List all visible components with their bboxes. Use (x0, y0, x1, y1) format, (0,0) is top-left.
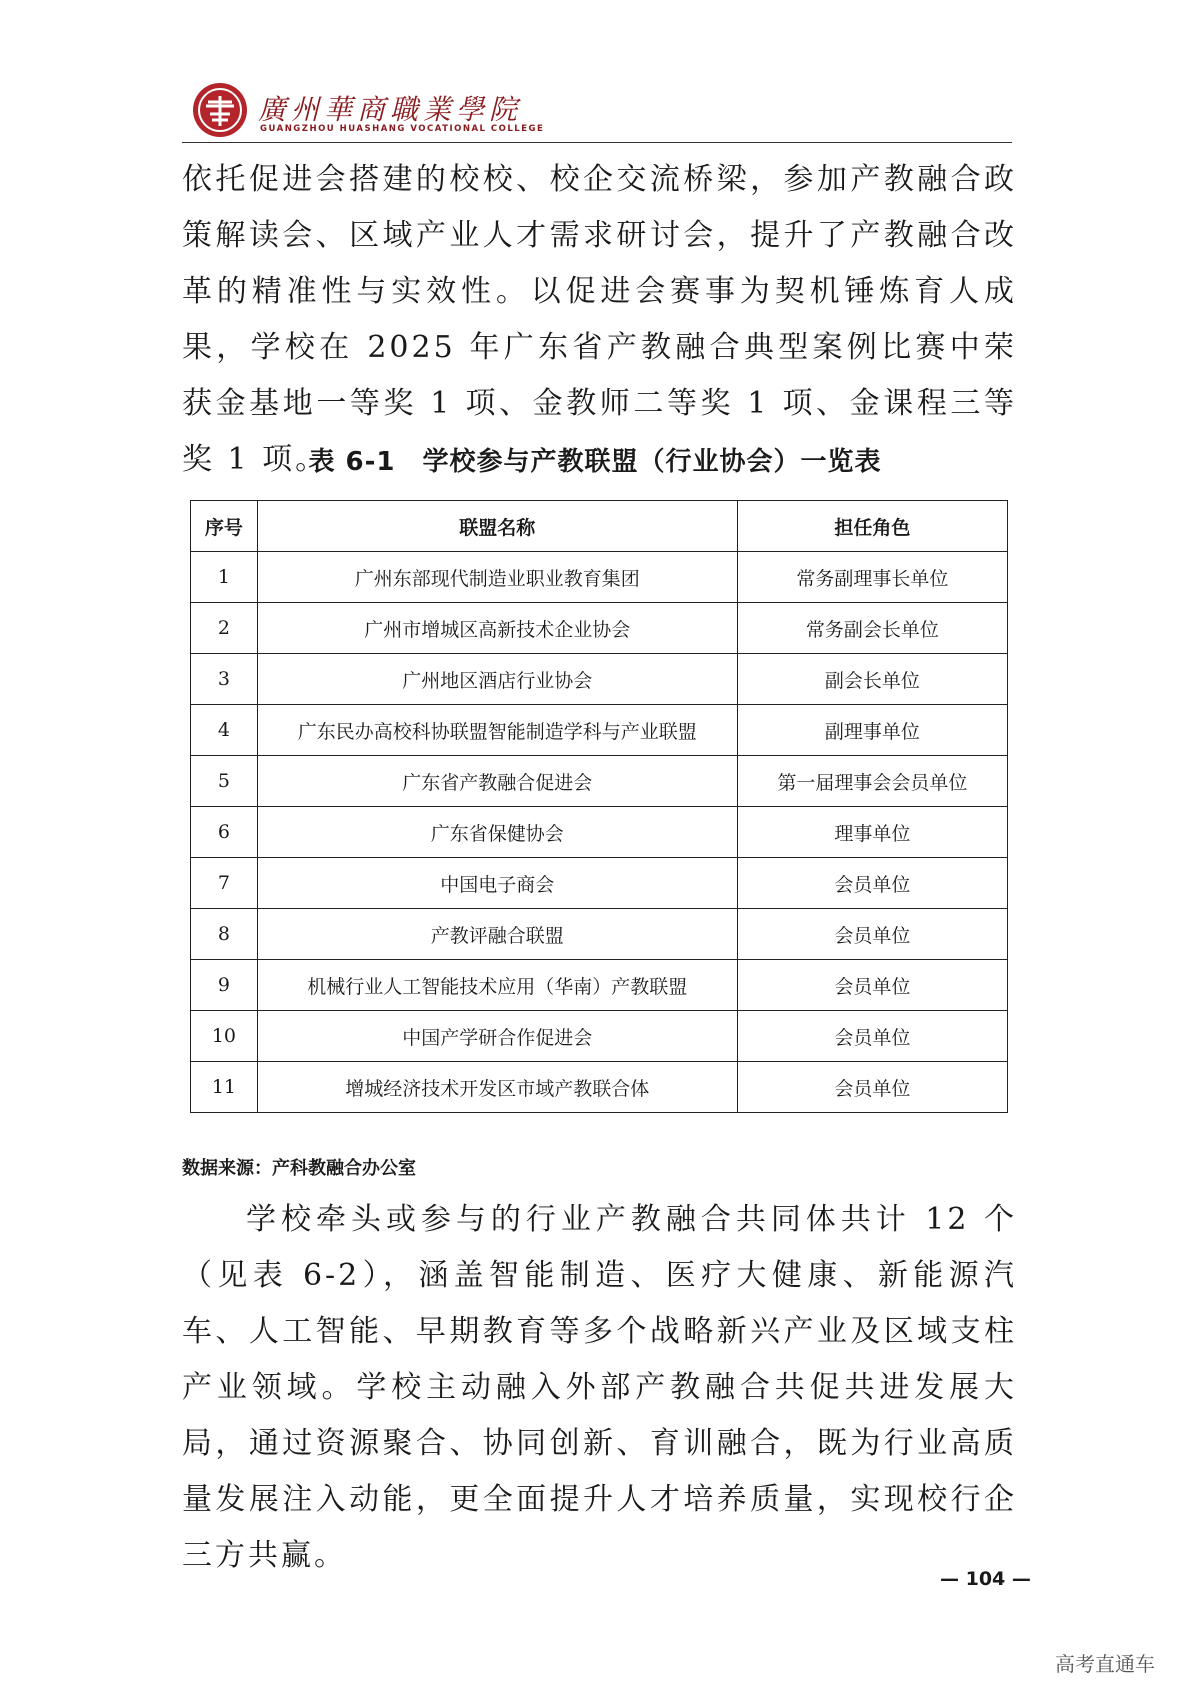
row-alliance-name: 机械行业人工智能技术应用（华南）产教联盟 (257, 960, 737, 1011)
row-serial: 5 (191, 756, 258, 807)
row-alliance-name: 广州地区酒店行业协会 (257, 654, 737, 705)
table-row (191, 1062, 1008, 1113)
row-alliance-name: 中国电子商会 (257, 858, 737, 909)
row-alliance-name: 增城经济技术开发区市域产教联合体 (257, 1062, 737, 1113)
row-role: 会员单位 (737, 960, 1007, 1011)
row-role: 常务副会长单位 (737, 603, 1007, 654)
row-serial: 1 (191, 552, 258, 603)
table-row (191, 909, 1008, 960)
row-role: 会员单位 (737, 858, 1007, 909)
row-role: 副理事单位 (737, 705, 1007, 756)
row-alliance-name: 广东省保健协会 (257, 807, 737, 858)
watermark-text: 高考直通车 (1055, 1652, 1155, 1676)
row-serial: 7 (191, 858, 258, 909)
table-row (191, 705, 1008, 756)
table-row (191, 552, 1008, 603)
alliance-table (190, 500, 1008, 1113)
table-row (191, 603, 1008, 654)
college-name-cn: 廣州華商職業學院 (258, 93, 523, 126)
table-caption: 表 6-1 学校参与产教联盟（行业协会）一览表 (308, 447, 882, 477)
table-row (191, 756, 1008, 807)
row-alliance-name: 广州东部现代制造业职业教育集团 (257, 552, 737, 603)
row-serial: 4 (191, 705, 258, 756)
page-header (182, 78, 1012, 142)
table-row (191, 960, 1008, 1011)
table-row (191, 1011, 1008, 1062)
row-role: 理事单位 (737, 807, 1007, 858)
row-role: 会员单位 (737, 1062, 1007, 1113)
row-alliance-name: 广东省产教融合促进会 (257, 756, 737, 807)
header-divider (182, 142, 1012, 143)
college-name-en: GUANGZHOU HUASHANG VOCATIONAL COLLEGE (260, 124, 545, 134)
row-alliance-name: 广州市增城区高新技术企业协会 (257, 603, 737, 654)
row-role: 第一届理事会会员单位 (737, 756, 1007, 807)
row-serial: 11 (191, 1062, 258, 1113)
row-role: 副会长单位 (737, 654, 1007, 705)
row-serial: 3 (191, 654, 258, 705)
header-role: 担任角色 (737, 501, 1007, 552)
table-row (191, 654, 1008, 705)
table-row (191, 858, 1008, 909)
data-source-note: 数据来源：产科教融合办公室 (182, 1158, 416, 1179)
row-serial: 6 (191, 807, 258, 858)
header-alliance-name: 联盟名称 (257, 501, 737, 552)
header-serial: 序号 (191, 501, 258, 552)
row-serial: 2 (191, 603, 258, 654)
body-paragraph-2: 学校牵头或参与的行业产教融合共同体共计 12 个（见表 6-2），涵盖智能制造、医疗大健康、新能源汽车、人工智能、早期教育等多个战略新兴产业及区域支柱产业领域。学校主动融入外部产教融合共促共进发展大局，通过资源聚合、协同创新、育训融合，既为行业高质量发展注入动能，更全面提升人才培养质量，实现校行企三方共赢。 (182, 1202, 1017, 1573)
row-role: 会员单位 (737, 909, 1007, 960)
body-paragraph-1: 依托促进会搭建的校校、校企交流桥梁，参加产教融合政策解读会、区域产业人才需求研讨会，提升了产教融合改革的精准性与实效性。以促进会赛事为契机锤炼育人成果，学校在 2025 年广东省产教融合典型案例比赛中荣获金基地一等奖 1 项、金教师二等奖 1 项、金课程三等奖 1 项。 (182, 162, 1017, 477)
row-role: 会员单位 (737, 1011, 1007, 1062)
row-serial: 10 (191, 1011, 258, 1062)
table-header-row (191, 501, 1008, 552)
row-alliance-name: 产教评融合联盟 (257, 909, 737, 960)
row-serial: 8 (191, 909, 258, 960)
page-number: — 104 — (940, 1568, 1031, 1590)
table-row (191, 807, 1008, 858)
row-serial: 9 (191, 960, 258, 1011)
college-seal-icon (192, 82, 248, 138)
row-alliance-name: 中国产学研合作促进会 (257, 1011, 737, 1062)
row-alliance-name: 广东民办高校科协联盟智能制造学科与产业联盟 (257, 705, 737, 756)
row-role: 常务副理事长单位 (737, 552, 1007, 603)
